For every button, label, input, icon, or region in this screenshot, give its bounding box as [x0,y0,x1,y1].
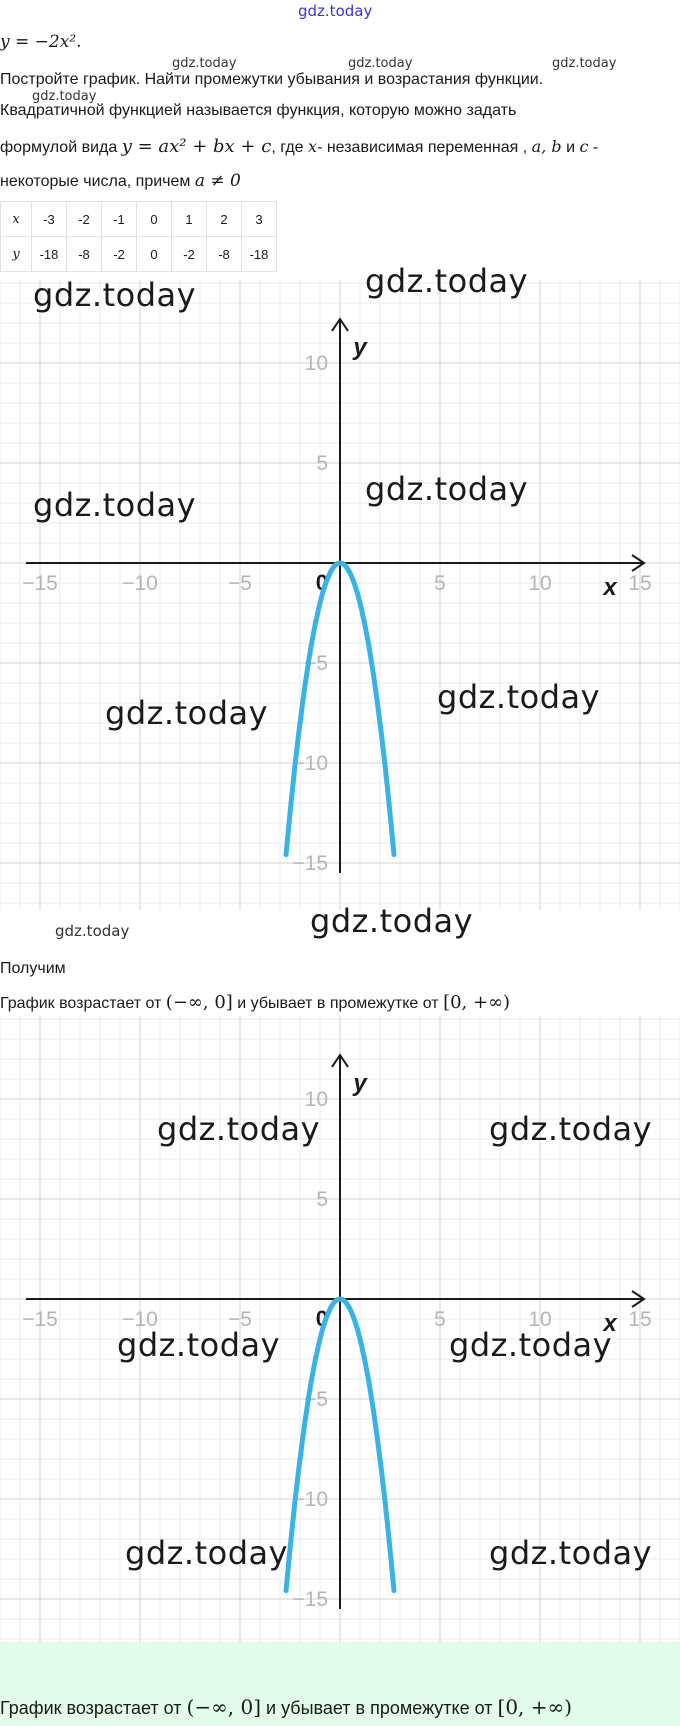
table-cell: 0 [137,202,172,237]
conclusion-1 [0,992,510,1015]
parabola-chart [0,280,680,910]
y-tick-label: 5 [316,1188,328,1211]
params-ab: a, b [531,137,562,156]
table-row [1,202,277,237]
table-header-y: y [1,237,32,272]
x-tick-label: 15 [628,1308,652,1331]
definition-text: формулой вида [0,139,118,156]
watermark: gdz.today [489,1534,653,1572]
watermark: gdz.today [32,89,97,104]
x-tick-label: −15 [22,572,58,595]
watermark: gdz.today [117,1326,281,1364]
table-cell: -2 [172,237,207,272]
y-tick-label: 10 [304,1088,328,1111]
condition: a ≠ 0 [194,171,241,191]
x-tick-label: −5 [228,572,252,595]
x-axis-label: x [603,1310,617,1337]
x-tick-label: −5 [228,1308,252,1331]
equation: y = −2x². [0,32,82,52]
x-tick-label: −15 [22,1308,58,1331]
y-tick-label: −15 [292,852,328,875]
x-tick-label: 5 [434,572,446,595]
definition-line-2 [0,136,598,159]
table-cell: -2 [102,237,137,272]
watermark: gdz.today [437,678,601,716]
watermark: gdz.today [33,276,197,314]
watermark: gdz.today [449,1326,613,1364]
definition-line-3 [0,170,241,193]
y-tick-label: −5 [304,1388,328,1411]
table-row [1,237,277,272]
interval-increasing: (−∞, 0] [165,992,233,1013]
watermark: gdz.today [365,470,529,508]
conclusion-text: и убывает в промежутке от [266,1698,493,1718]
table-cell: 1 [172,202,207,237]
table-cell: 2 [207,202,242,237]
watermark: gdz.today [310,902,474,940]
y-axis-label: y [353,334,367,361]
x-tick-label: −10 [122,1308,158,1331]
conclusion-text: График возрастает от [0,995,162,1012]
definition-text: , где [271,139,304,156]
definition-text: и [566,139,576,156]
watermark: gdz.today [552,56,617,71]
watermark: gdz.today [125,1534,289,1572]
y-tick-label: 10 [304,352,328,375]
interval-decreasing: [0, +∞) [497,1695,572,1719]
table-cell: -8 [67,237,102,272]
x-axis-label: x [603,574,617,601]
y-tick-label: −5 [304,652,328,675]
x-tick-label: 10 [528,572,552,595]
conclusion-text: и убывает в промежутке от [237,995,439,1012]
table-header-x: x [1,202,32,237]
x-tick-label: −10 [122,572,158,595]
table-cell: -18 [242,237,277,272]
quadratic-formula: y = ax² + bx + c [121,136,272,157]
interval-increasing: (−∞, 0] [186,1695,261,1719]
watermark: gdz.today [105,694,269,732]
origin-label: 0 [315,1306,328,1331]
table-cell: -8 [207,237,242,272]
task-text: Постройте график. Найти промежутки убывания и возрастания функции. [0,71,544,88]
conclusion-2 [0,1696,572,1719]
watermark: gdz.today [157,1110,321,1148]
table-cell: -2 [67,202,102,237]
watermark: gdz.today [348,56,413,71]
watermark: gdz.today [33,486,197,524]
definition-line-1: Квадратичной функцией называется функция, которую можно задать [0,102,517,119]
y-tick-label: −10 [292,1488,328,1511]
x-tick-label: 15 [628,572,652,595]
y-tick-label: −10 [292,752,328,775]
variable-x: x [308,137,318,156]
watermark: gdz.today [55,922,130,940]
origin-label: 0 [315,570,328,595]
table-cell: 3 [242,202,277,237]
definition-text: - [592,139,599,156]
result-label: Получим [0,960,66,977]
x-tick-label: 5 [434,1308,446,1331]
table-cell: -1 [102,202,137,237]
watermark: gdz.today [172,56,237,71]
y-tick-label: 5 [316,452,328,475]
table-cell: 0 [137,237,172,272]
conclusion-text: График возрастает от [0,1698,182,1718]
definition-text: некоторые числа, причем [0,173,191,190]
watermark: gdz.today [365,262,529,300]
y-tick-label: −15 [292,1588,328,1611]
y-axis-label: y [353,1070,367,1097]
interval-decreasing: [0, +∞) [443,992,511,1013]
definition-text: - независимая переменная , [317,139,528,156]
table-cell: -3 [32,202,67,237]
site-link[interactable]: gdz.today [298,2,373,20]
param-c: c [579,137,589,156]
values-table [0,201,277,272]
x-tick-label: 10 [528,1308,552,1331]
watermark: gdz.today [489,1110,653,1148]
table-cell: -18 [32,237,67,272]
